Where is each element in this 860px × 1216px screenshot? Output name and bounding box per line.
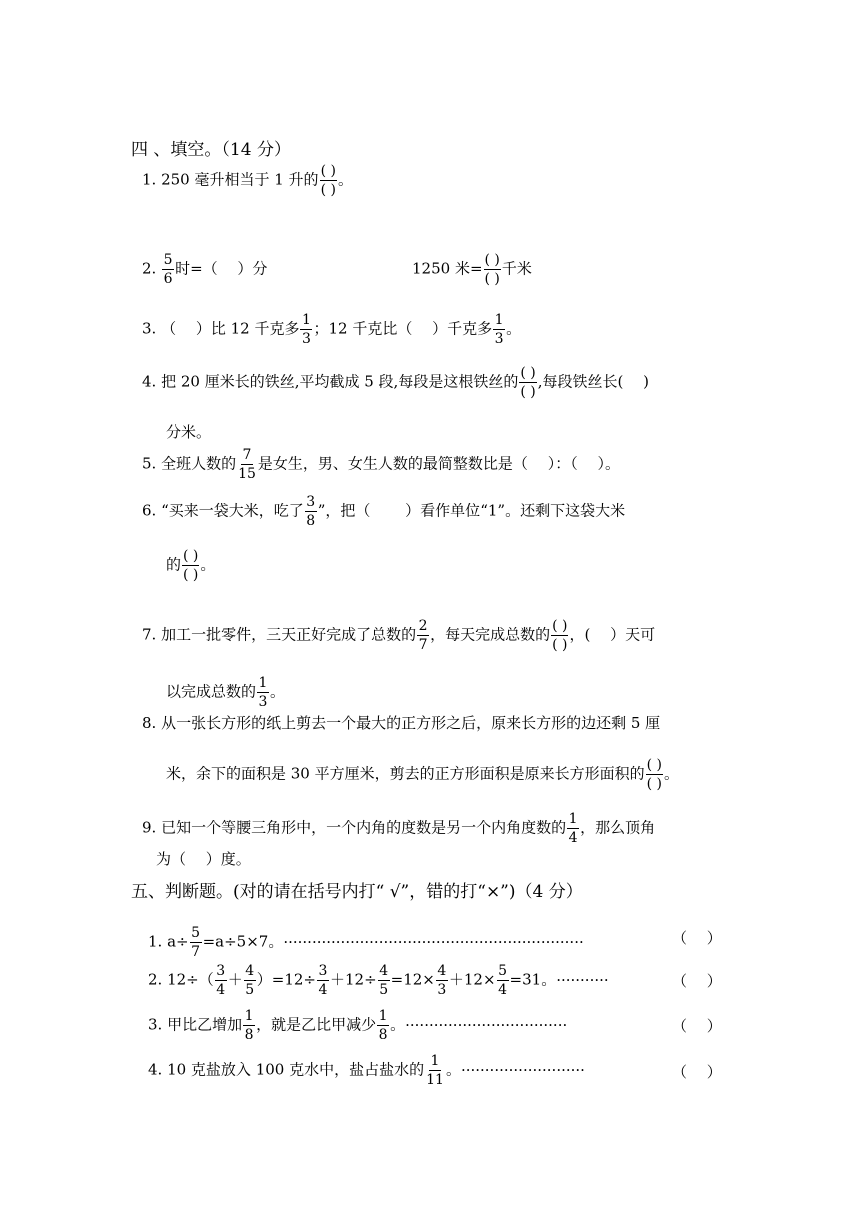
question-8-line2: 米，余下的面积是 30 平方厘米，剪去的正方形面积是原来长方形面积的 $\frac{( )}{( )}$ 。 — [166, 757, 680, 792]
judgement-1-answer[interactable]: （ ） — [672, 929, 722, 947]
section-5-title: 五、判断题。(对的请在括号内打“ √”，错的打“×”)（4 分） — [131, 882, 583, 902]
j4-leader-dots: ·························· — [460, 1060, 585, 1079]
j2-fraction-2: $\frac{4}{5}$ — [245, 963, 255, 998]
j2-fraction-3: $\frac{3}{4}$ — [318, 963, 328, 998]
q4-blank-fraction: $\frac{( )}{( )}$ — [520, 365, 536, 400]
j1-leader-dots: ······························································· — [283, 932, 584, 951]
question-2-right: 1250 米= $\frac{( )}{( )}$ 千米 — [412, 252, 532, 287]
q7-blank-fraction: $\frac{( )}{( )}$ — [552, 618, 568, 653]
j1-fraction: $\frac{5}{7}$ — [191, 925, 201, 960]
j3-leader-dots: ·································· — [405, 1015, 568, 1034]
judgement-3: 3. 甲比乙增加 $\frac{1}{8}$ ，就是乙比甲减少 $\frac{1}{8}$ 。·································· — [148, 1008, 568, 1043]
question-7: 7. 加工一批零件，三天正好完成了总数的 $\frac{2}{7}$ ，每天完成总数的 $\frac{( )}{( )}$ ，( ）天可 — [142, 618, 656, 653]
j3-fraction-1: $\frac{1}{8}$ — [244, 1008, 254, 1043]
question-4-line2: 分米。 — [166, 423, 212, 441]
q5-fraction: $\frac{7}{15}$ — [238, 447, 256, 482]
q9-fraction: $\frac{1}{4}$ — [568, 811, 578, 846]
q8-blank-fraction: $\frac{( )}{( )}$ — [646, 757, 663, 792]
j2-fraction-6: $\frac{5}{4}$ — [498, 963, 507, 998]
q6-fraction: $\frac{3}{8}$ — [306, 494, 316, 529]
judgement-2-answer[interactable]: （ ） — [672, 972, 722, 990]
question-3: 3. （ ）比 12 千克多 $\frac{1}{3}$ ；12 千克比（ ）千克多 $\frac{1}{3}$ 。 — [142, 312, 522, 347]
question-1: 1. 250 毫升相当于 1 升的 $\frac{( )}{( )}$ 。 — [142, 163, 353, 198]
judgement-1: 1. a÷ $\frac{5}{7}$ =a÷5×7。······························································· — [148, 925, 584, 960]
question-5: 5. 全班人数的 $\frac{7}{15}$ 是女生，男、女生人数的最简整数比是（ ）：（ ）。 — [142, 447, 620, 482]
judgement-4: 4. 10 克盐放入 100 克水中，盐占盐水的 $\frac{1}{11}$ 。·························· — [148, 1053, 585, 1088]
j3-fraction-2: $\frac{1}{8}$ — [378, 1008, 388, 1043]
j2-fraction-4: $\frac{4}{5}$ — [379, 963, 389, 998]
q3-fraction-2: $\frac{1}{3}$ — [494, 312, 504, 347]
q6-blank-fraction: $\frac{( )}{( )}$ — [183, 548, 199, 583]
j2-fraction-5: $\frac{4}{3}$ — [437, 963, 447, 998]
q2-fraction: $\frac{5}{6}$ — [163, 252, 173, 287]
section-4-title: 四 、填空。（14 分） — [131, 140, 291, 160]
q7-fraction-2: $\frac{1}{3}$ — [258, 675, 268, 710]
question-6: 6. “买来一袋大米，吃了 $\frac{3}{8}$ ”，把（ ）看作单位“1”。还剩下这袋大米 — [142, 494, 626, 529]
question-7-line2: 以完成总数的 $\frac{1}{3}$ 。 — [166, 675, 286, 710]
j4-fraction: $\frac{1}{11}$ — [426, 1053, 444, 1088]
q1-blank-fraction: $\frac{( )}{( )}$ — [320, 163, 336, 198]
question-4: 4. 把 20 厘米长的铁丝,平均截成 5 段,每段是这根铁丝的 $\frac{( )}{( )}$ ,每段铁丝长( ) — [142, 365, 649, 400]
q1-text: 1. 250 毫升相当于 1 升的 — [142, 170, 319, 189]
j2-leader-dots: ··········· — [556, 970, 609, 989]
judgement-3-answer[interactable]: （ ） — [672, 1017, 722, 1035]
question-2-left: 2. $\frac{5}{6}$ 时=（ ）分 — [142, 252, 268, 287]
question-9-line2: 为（ ）度。 — [156, 850, 251, 868]
q3-fraction-1: $\frac{1}{3}$ — [302, 312, 311, 347]
q7-fraction: $\frac{2}{7}$ — [418, 618, 428, 653]
q2-blank-fraction: $\frac{( )}{( )}$ — [484, 252, 500, 287]
question-9: 9. 已知一个等腰三角形中，一个内角的度数是另一个内角度数的 $\frac{1}{4}$ ，那么顶角 — [142, 811, 656, 846]
question-8: 8. 从一张长方形的纸上剪去一个最大的正方形之后，原来长方形的边还剩 5 厘 — [142, 714, 661, 732]
judgement-4-answer[interactable]: （ ） — [672, 1063, 722, 1081]
question-6-line2: 的 $\frac{( )}{( )}$ 。 — [166, 548, 216, 583]
judgement-2: 2. 12÷（ $\frac{3}{4}$ ＋ $\frac{4}{5}$ ）=12÷ $\frac{3}{4}$ ＋12÷ $\frac{4}{5}$ =12× $\frac{4}{3}$ ＋12× $\frac{5}{4}$ =31。··········· — [148, 963, 609, 998]
j2-fraction-1: $\frac{3}{4}$ — [216, 963, 226, 998]
